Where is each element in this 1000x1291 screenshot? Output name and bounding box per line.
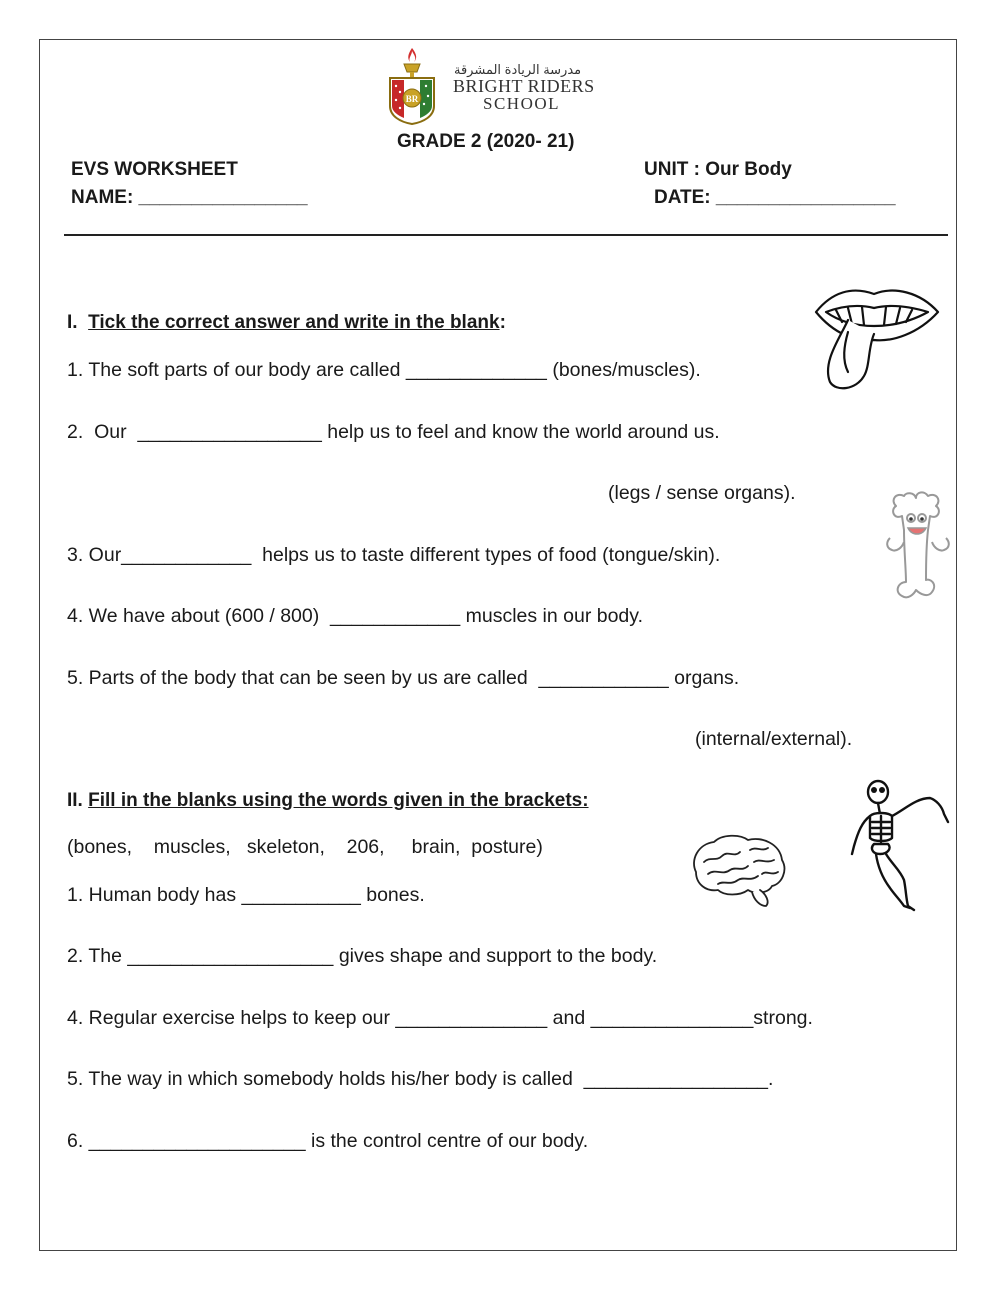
word-bank: (bones, muscles, skeleton, 206, brain, posture) — [67, 836, 543, 858]
s2-question-2: 2. The ___________________ gives shape and support to the body. — [67, 945, 658, 967]
s1-question-4: 4. We have about (600 / 800) ____________ muscles in our body. — [67, 605, 644, 627]
section1-heading — [67, 312, 506, 334]
mouth-tongue-illustration — [812, 282, 942, 394]
s1-question-2: 2. Our _________________ help us to feel and know the world around us. — [67, 421, 720, 443]
skeleton-illustration — [848, 776, 952, 916]
s1-question-2-options: (legs / sense organs). — [608, 482, 796, 504]
s2-question-4: 4. Regular exercise helps to keep our ______________ and _______________strong. — [67, 1007, 813, 1029]
school-crest-logo — [386, 46, 438, 126]
bone-cartoon-illustration — [884, 490, 952, 600]
section1-title: Tick the correct answer and write in the blank — [88, 312, 500, 333]
section1-number: I. — [67, 312, 78, 333]
brain-illustration — [688, 832, 788, 910]
header-divider — [64, 234, 948, 236]
s2-question-1: 1. Human body has ___________ bones. — [67, 884, 425, 906]
s2-question-6: 6. ____________________ is the control centre of our body. — [67, 1130, 589, 1152]
section1-colon: : — [499, 312, 506, 333]
school-name-line2: SCHOOL — [483, 94, 561, 113]
section2-number: II. — [67, 790, 83, 811]
s2-question-5: 5. The way in which somebody holds his/her body is called _________________. — [67, 1068, 774, 1090]
name-field[interactable]: NAME: ________________ — [71, 187, 308, 208]
date-field[interactable]: DATE: _________________ — [654, 187, 896, 208]
crest-initials: BR — [405, 94, 419, 104]
worksheet-title: EVS WORKSHEET — [71, 159, 238, 180]
section2-heading — [67, 790, 589, 812]
school-name-arabic: مدرسة الريادة المشرقة — [454, 62, 582, 77]
school-name-line1: BRIGHT RIDERS — [453, 76, 595, 96]
grade-title: GRADE 2 (2020- 21) — [397, 131, 575, 152]
unit-title: UNIT : Our Body — [644, 159, 792, 180]
s1-question-5-options: (internal/external). — [695, 728, 853, 750]
s1-question-5: 5. Parts of the body that can be seen by us are called ____________ organs. — [67, 667, 740, 689]
s1-question-3: 3. Our____________ helps us to taste different types of food (tongue/skin). — [67, 544, 721, 566]
section2-title: Fill in the blanks using the words given in the brackets: — [88, 790, 589, 811]
s1-question-1: 1. The soft parts of our body are called _____________ (bones/muscles). — [67, 359, 701, 381]
